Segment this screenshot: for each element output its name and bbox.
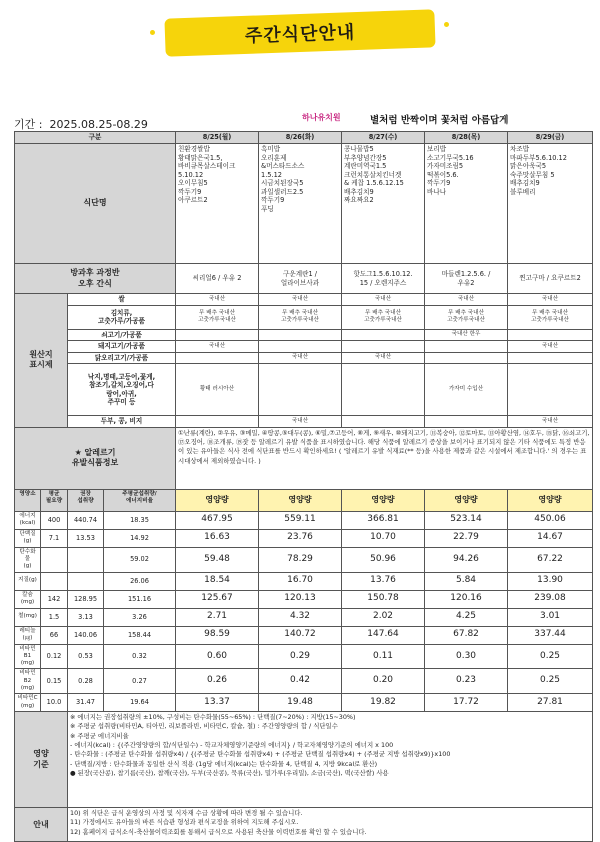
nutrient-value: 366.81 [342, 511, 425, 529]
allergy-label: ★ 알레르기 유발식품정보 [15, 427, 176, 489]
nutrient-name: 단백질(g) [15, 529, 41, 547]
origin-item: 닭오리고기/가공품 [68, 352, 176, 364]
nutrient-value: 0.20 [342, 669, 425, 694]
nutrient-rec: 13.53 [68, 529, 104, 547]
nutrient-value: 16.63 [176, 529, 259, 547]
nutrient-name: 지질(g) [15, 572, 41, 590]
nutrient-value: 78.29 [259, 547, 342, 572]
origin-value [259, 341, 342, 353]
day-header: 8/28(목) [425, 132, 508, 144]
day-header: 8/25(월) [176, 132, 259, 144]
origin-item: 쌀 [68, 294, 176, 306]
origin-value: 국내산 [259, 416, 342, 428]
nutrient-avg: 0.12 [41, 644, 68, 669]
nutrient-value: 2.02 [342, 608, 425, 626]
nutrient-value: 150.78 [342, 590, 425, 608]
origin-value: 무 배추 국내산 고춧가루국내산 [176, 305, 259, 329]
menu-label: 식단명 [15, 144, 176, 264]
nutrient-week: 0.32 [104, 644, 176, 669]
origin-value: 국내산 [508, 294, 593, 306]
snack-cell: 마들렌1.2.5.6. / 우유2 [425, 264, 508, 294]
day-header: 8/26(화) [259, 132, 342, 144]
nutrient-value: 0.23 [425, 669, 508, 694]
nutrient-value: 0.25 [508, 669, 593, 694]
nutrient-value: 13.90 [508, 572, 593, 590]
notice-label: 안내 [15, 808, 68, 842]
page-title: 주간식단안내 [244, 22, 356, 47]
origin-value [342, 416, 425, 428]
nutrient-value: 50.96 [342, 547, 425, 572]
origin-item: 김치류, 고춧가루/가공품 [68, 305, 176, 329]
nutrient-value: 140.72 [259, 626, 342, 644]
nutrient-week: 19.64 [104, 694, 176, 712]
origin-value [176, 416, 259, 428]
nutrient-value: 67.82 [425, 626, 508, 644]
origin-value [508, 329, 593, 341]
nutrient-value: 450.06 [508, 511, 593, 529]
origin-value: 국내산 [259, 352, 342, 364]
nut-col-avg: 평균 필요량 [41, 489, 68, 511]
nutrient-value: 2.71 [176, 608, 259, 626]
nutrient-name: 비타민C (mg) [15, 694, 41, 712]
origin-value: 국내산 [508, 341, 593, 353]
nutrient-avg: 0.15 [41, 669, 68, 694]
nutrient-week: 14.92 [104, 529, 176, 547]
nutrient-avg: 66 [41, 626, 68, 644]
nutrient-rec: 140.06 [68, 626, 104, 644]
nutrient-avg: 1.5 [41, 608, 68, 626]
nutrient-value: 0.26 [176, 669, 259, 694]
nutrient-value: 17.72 [425, 694, 508, 712]
slogan: 별처럼 반짝이며 꽃처럼 아름답게 [370, 115, 509, 126]
nutrient-rec [68, 547, 104, 572]
origin-value [176, 329, 259, 341]
nutrient-value: 120.16 [425, 590, 508, 608]
nutrient-value: 13.76 [342, 572, 425, 590]
nutrient-avg [41, 572, 68, 590]
nutrient-week: 151.16 [104, 590, 176, 608]
nutrient-rec: 128.95 [68, 590, 104, 608]
nutrient-value: 0.42 [259, 669, 342, 694]
nut-col-rec: 권장 섭취량 [68, 489, 104, 511]
nutrient-avg: 7.1 [41, 529, 68, 547]
nutrient-name: 철(mg) [15, 608, 41, 626]
origin-value [425, 352, 508, 364]
origin-value: 국내산 [342, 294, 425, 306]
nutrient-value: 120.13 [259, 590, 342, 608]
origin-value: 무 배추 국내산 고춧가루국내산 [259, 305, 342, 329]
menu-cell: 보리밥 소고기무국5.16 가자미조림5 떡볶이5.6. 깍두기9 바나나 [425, 144, 508, 264]
origin-value [425, 416, 508, 428]
nutrient-value: 4.32 [259, 608, 342, 626]
nutrient-value: 19.48 [259, 694, 342, 712]
origin-value: 무 배추 국내산 고춧가루국내산 [425, 305, 508, 329]
school-logo: 하나유치원 [302, 113, 341, 122]
menu-cell: 친환경쌀밥 황태맑은국1.5, 바비큐목살스테이크 5.10.12 오이무침5 깍두기9 아쿠르트2 [176, 144, 259, 264]
origin-value [425, 341, 508, 353]
nutrient-value: 3.01 [508, 608, 593, 626]
origin-value: 국내산 [176, 341, 259, 353]
nutrient-value: 0.25 [508, 644, 593, 669]
nutrient-value: 337.44 [508, 626, 593, 644]
snack-cell: 구운계란1 / 얼라이브사과 [259, 264, 342, 294]
nut-day-header: 영양량 [342, 489, 425, 511]
nutrient-value: 0.11 [342, 644, 425, 669]
nut-col-week: 주평균섭취량/ 에너지비율 [104, 489, 176, 511]
origin-item: 쇠고기/가공품 [68, 329, 176, 341]
origin-value: 국내산 한우 [425, 329, 508, 341]
origin-value: 국내산 [425, 294, 508, 306]
nutrient-week: 18.35 [104, 511, 176, 529]
nutrient-value: 5.84 [425, 572, 508, 590]
guide-label: 영양 기준 [15, 712, 68, 808]
guide-text: ※ 에너지는 권장섭취량의 ±10%, 구성비는 탄수화물(55~65%) : 단백질(7~20%) : 지방(15~30%) ※ 주평균 섭취량(비타민A, 티아민, 리보플라빈, 비타민C, 칼슘, 철) : 주간영양량의 합 / 식단일수 ※ 주평균 에너지비율 - 에너지(kcal) : {(주간영양량의 합/식단일수) - 학교자체영양기준량의 에너지} / 학교자체영양기준의 에너지 x 100 - 탄수화물 : (주평균 탄수화물 섭취량x4) / {(주평균 탄수화물 섭취량x4) + (주평균 단백질 섭취량x4) + (주평균 지방 섭취량x9)}x100 - 단백질/지방 : 탄수화물과 동일한 산식 적용 (1g당 에너지(kcal)는 탄수화물 4, 단백질 4, 지방 9kcal로 환산) ● 된장(국산콩), 참기름(국산), 참깨(국산), 두부(국산콩), 묵류(국산), 밀가루(우리밀), 소금(국산), 떡(국산쌀) 사용 [68, 712, 593, 808]
nutrient-value: 14.67 [508, 529, 593, 547]
origin-item: 돼지고기/가공품 [68, 341, 176, 353]
origin-value: 국내산 [176, 294, 259, 306]
nutrient-value: 19.82 [342, 694, 425, 712]
nutrient-name: 비타민B2 (mg) [15, 669, 41, 694]
nutrient-value: 59.48 [176, 547, 259, 572]
nutrient-week: 59.02 [104, 547, 176, 572]
snack-cell: 찐고구마 / 요쿠르트2 [508, 264, 593, 294]
nutrient-value: 559.11 [259, 511, 342, 529]
origin-value: 무 배추 국내산 고춧가루국내산 [342, 305, 425, 329]
nutrient-value: 94.26 [425, 547, 508, 572]
nutrient-week: 0.27 [104, 669, 176, 694]
nutrient-week: 26.06 [104, 572, 176, 590]
origin-value [259, 329, 342, 341]
origin-value [176, 352, 259, 364]
nutrient-avg [41, 547, 68, 572]
day-header: 8/29(금) [508, 132, 593, 144]
origin-item: 낙지,명태,고등어,꽃게, 참조기,갈치,오징어,다 랑어,아귀, 주꾸미 등 [68, 364, 176, 416]
period-label: 기간 : [14, 118, 43, 131]
nut-col-name: 영양소 [15, 489, 41, 511]
allergy-text: ①난류(계란), ②우유, ③메밀, ④땅콩,⑤대두(콩), ⑥밀,⑦고등어, ⑧게, ⑨새우, ⑩돼지고기, ⑪복숭아, ⑫토마토, ⑬아황산염, ⑭호두, ⑮닭, ⑯쇠고기, ⑰오징어, ⑱조개류, ⑲잣 등 알레르기 유발 식품을 표시하였습니다. 해당 식품에 알레르기 증상을 보이거나 표기되지 않은 기타 식품에도 특정 반응이 있는 유아들은 식사 전에 식단표를 반드시 확인하세요! ( '알레르기 유발 식재료(** 등)을 사용한 제품과 같은 시설에서 제조합니다.' 의 경우는 표시대상에서 제외하였습니다. ) [176, 427, 593, 489]
nutrient-avg: 142 [41, 590, 68, 608]
nutrient-value: 0.29 [259, 644, 342, 669]
nutrient-value: 67.22 [508, 547, 593, 572]
menu-table [14, 131, 593, 842]
nutrient-value: 125.67 [176, 590, 259, 608]
nutrient-value: 0.60 [176, 644, 259, 669]
nutrient-rec: 440.74 [68, 511, 104, 529]
period [14, 116, 148, 132]
period-value: 2025.08.25-08.29 [49, 118, 148, 131]
origin-value [259, 364, 342, 416]
gubun-header: 구분 [15, 132, 176, 144]
day-header: 8/27(수) [342, 132, 425, 144]
nutrient-value: 22.79 [425, 529, 508, 547]
nutrient-rec: 3.13 [68, 608, 104, 626]
origin-value [508, 352, 593, 364]
nutrient-name: 비타민B1 (mg) [15, 644, 41, 669]
origin-value [342, 329, 425, 341]
nutrient-value: 98.59 [176, 626, 259, 644]
nutrient-name: 탄수화물 (g) [15, 547, 41, 572]
nutrient-value: 23.76 [259, 529, 342, 547]
nutrient-rec [68, 572, 104, 590]
origin-value [342, 341, 425, 353]
nutrient-week: 158.44 [104, 626, 176, 644]
origin-value: 국내산 [508, 416, 593, 428]
nutrient-value: 467.95 [176, 511, 259, 529]
nutrient-week: 3.26 [104, 608, 176, 626]
origin-value [342, 364, 425, 416]
title-banner [164, 9, 435, 56]
nutrient-value: 18.54 [176, 572, 259, 590]
nut-day-header: 영양량 [425, 489, 508, 511]
nutrient-avg: 400 [41, 511, 68, 529]
nutrient-rec: 0.28 [68, 669, 104, 694]
nutrient-value: 4.25 [425, 608, 508, 626]
menu-cell: 차조밥 마파두부5.6.10.12 맑은아욱국5 숙주맛살무침 5 배추김치9 블루베리 [508, 144, 593, 264]
nutrient-value: 13.37 [176, 694, 259, 712]
origin-value: 국내산 [259, 294, 342, 306]
nutrient-avg: 10.0 [41, 694, 68, 712]
decor-dot [150, 30, 155, 35]
origin-value: 국내산 [342, 352, 425, 364]
notice-text: 10) 위 식단은 급식 운영상의 사정 및 식자재 수급 상황에 따라 변경 될 수 있습니다. 11) 가정에서도 유아들의 바른 식습관 형성과 편식교정을 위하여 지도해 주십시오. 12) 홈페이지 급식소식-축산물이력조회를 통해서 급식으로 사용된 축산물 이력번호를 확인 할 수 있습니다. [68, 808, 593, 842]
origin-label: 원산지 표시제 [15, 294, 68, 428]
nutrient-name: 레티놀(㎍) [15, 626, 41, 644]
nut-day-header: 영양량 [259, 489, 342, 511]
nutrient-value: 16.70 [259, 572, 342, 590]
nutrient-value: 239.08 [508, 590, 593, 608]
nutrient-name: 에너지 (kcal) [15, 511, 41, 529]
nutrient-value: 27.81 [508, 694, 593, 712]
origin-value [508, 364, 593, 416]
nutrient-value: 147.64 [342, 626, 425, 644]
origin-value: 가자미 수입산 [425, 364, 508, 416]
nut-day-header: 영양량 [508, 489, 593, 511]
nutrient-rec: 0.53 [68, 644, 104, 669]
nutrient-value: 523.14 [425, 511, 508, 529]
nutrient-name: 칼슘(mg) [15, 590, 41, 608]
nutrient-value: 0.30 [425, 644, 508, 669]
nutrient-value: 10.70 [342, 529, 425, 547]
origin-item: 두부, 콩, 비지 [68, 416, 176, 428]
snack-cell: 핫도그1.5.6.10.12. 15 / 오렌지주스 [342, 264, 425, 294]
decor-dot [444, 22, 449, 27]
menu-cell: 흑미밥 오리훈제 &머스타드소스 1.5.12 시금치된장국5 과일샐러드2.5 깍두기9 푸딩 [259, 144, 342, 264]
nutrient-rec: 31.47 [68, 694, 104, 712]
origin-value: 무 배추 국내산 고춧가루국내산 [508, 305, 593, 329]
snack-label: 방과후 과정반 오후 간식 [15, 264, 176, 294]
snack-cell: 씨리얼6 / 우유 2 [176, 264, 259, 294]
origin-value: 황태 러시아산 [176, 364, 259, 416]
nut-day-header: 영양량 [176, 489, 259, 511]
menu-cell: 콩나물밥5 부추양념간장5 계란미역국1.5 크런치통살치킨너겟 & 케찹 1.5.6.12.15 배추김치9 짜요짜요2 [342, 144, 425, 264]
